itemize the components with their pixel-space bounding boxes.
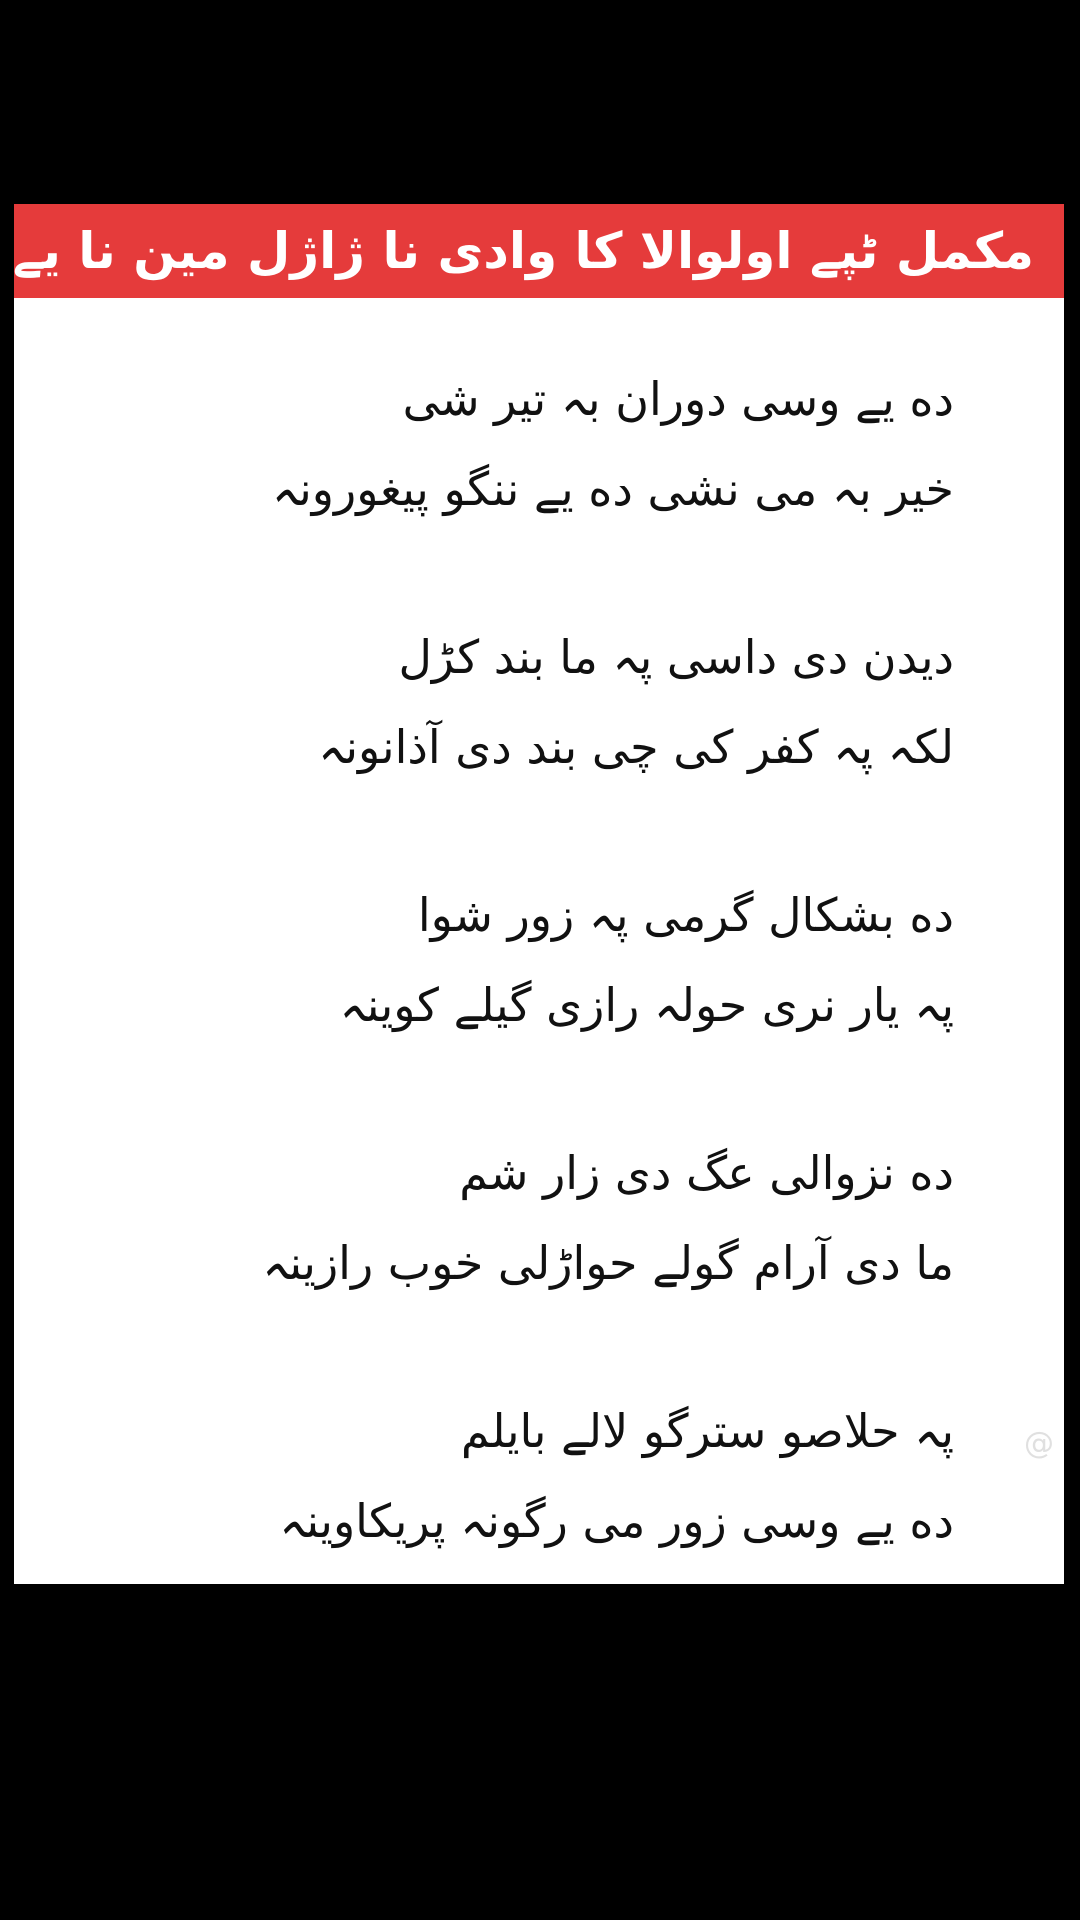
- poem-line: ده بشکال گرمی پہ زور شوا: [417, 888, 954, 942]
- poem-line: ده نزوالی عگ دی زار شم: [459, 1146, 954, 1200]
- poem-card: [14, 204, 1064, 1584]
- stanza: [14, 612, 954, 792]
- stanza: [14, 1386, 954, 1566]
- poem-line: ده یے وسی زور می رگونہ پریکاوینہ: [279, 1494, 954, 1548]
- stanza: [14, 870, 954, 1050]
- poem-line: خیر بہ می نشی ده یے ننگو پیغورونہ: [272, 462, 954, 516]
- stanza: [14, 354, 954, 534]
- title-banner: [14, 204, 1064, 298]
- poem-line: دیدن دی داسی پہ ما بند کڑل: [398, 630, 954, 684]
- poem-body: [14, 354, 1064, 1644]
- poem-line: ده یے وسی دوران بہ تیر شی: [402, 372, 954, 426]
- poem-line: پہ یار نری حولہ رازی گیلے کوینہ: [339, 978, 954, 1032]
- stanza: [14, 1128, 954, 1308]
- poem-line: لکہ پہ کفر کی چی بند دی آذانونہ: [318, 720, 954, 774]
- watermark: @: [1024, 1426, 1054, 1461]
- poem-line: ما دی آرام گولے حواڑلی خوب رازینہ: [262, 1236, 954, 1290]
- poem-line: پہ حلاصو سترگو لالے بایلم: [460, 1404, 954, 1458]
- banner-title: مکمل ٹپے اولوالا کا وادی نا ژاژل مین نا یے: [12, 222, 1034, 280]
